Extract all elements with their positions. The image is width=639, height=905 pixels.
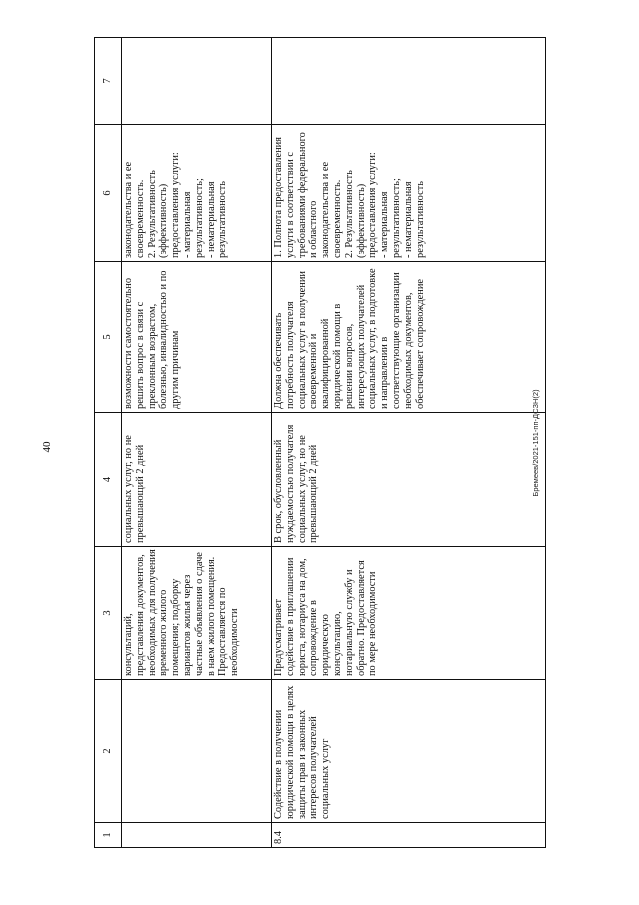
cell-number — [122, 823, 272, 848]
cell-service-description: Предусматривает содействие в приглашении юриста, нотариуса на дом, сопровождение в юридическую консультацию, нотариальную службу и обратно. Предоставляется по мере необходимости — [272, 547, 546, 680]
cell-service-term: В срок, обусловленный нуждаемостью получателя социальных услуг, но не превышающий 2 дней — [272, 413, 546, 547]
header-col-6: 6 — [95, 125, 122, 262]
header-col-5: 5 — [95, 262, 122, 413]
cell-service-standard: Должна обеспечивать потребность получателя социальных услуг в получении своевременной и квалифицированной юридической помощи в решении вопросов, интересующих получателей социальных услуг, в подготовке и направлении в соответствующие организации необходимых документов, обеспечивает сопровождение — [272, 262, 546, 413]
cell-service-name: Содействие в получении юридической помощи в целях защиты прав и законных интересов получателей социальных услуг — [272, 680, 546, 823]
header-col-2: 2 — [95, 680, 122, 823]
table-row-8-4 — [272, 38, 546, 848]
cell-service-standard: возможности самостоятельно решить вопрос в связи с преклонным возрастом, болезнью, инвалидностью и по другим причинам — [122, 262, 272, 413]
services-table — [94, 38, 546, 848]
table-header-row — [95, 38, 122, 848]
indicator-line: - нематериальная результативность — [205, 180, 229, 258]
table-row-continued — [122, 38, 272, 848]
indicator-line: 2. Результативность (эффективность) предоставления услуги: — [343, 152, 379, 258]
indicator-line: - материальная результативность; — [181, 178, 205, 258]
indicator-line: законодательства и ее своевременность. — [123, 161, 146, 258]
indicator-line: - материальная результативность; — [379, 178, 402, 258]
cell-service-term: социальных услуг, но не превышающий 2 дней — [122, 413, 272, 547]
document-reference: Бремеев/2021-151-пп-ДСЗН(2) — [531, 389, 540, 497]
header-col-4: 4 — [95, 413, 122, 547]
cell-quality-indicators — [122, 125, 272, 262]
cell-number: 8.4 — [272, 823, 546, 848]
indicator-line: - нематериальная результативность — [402, 180, 426, 258]
cell-conditions — [272, 38, 546, 125]
cell-service-name — [122, 680, 272, 823]
rotated-table-area — [94, 38, 546, 848]
header-col-1: 1 — [95, 823, 122, 848]
header-col-7: 7 — [95, 38, 122, 125]
cell-quality-indicators — [272, 125, 546, 262]
page-number: 40 — [41, 441, 53, 453]
cell-conditions — [122, 38, 272, 125]
indicator-line: 2. Результативность (эффективность) предоставления услуги: — [146, 152, 182, 258]
header-col-3: 3 — [95, 547, 122, 680]
indicator-line: 1. Полнота предоставления услуги в соответствии с требованиями федерального и областного законодательства и ее своевременность. — [273, 132, 343, 258]
cell-service-description: консультаций, представления документов, необходимых для получения временного жилого помещения; подборку вариантов жилья через частные объявления о сдаче в наем жилого помещения. Предоставляется по необходимости — [122, 547, 272, 680]
